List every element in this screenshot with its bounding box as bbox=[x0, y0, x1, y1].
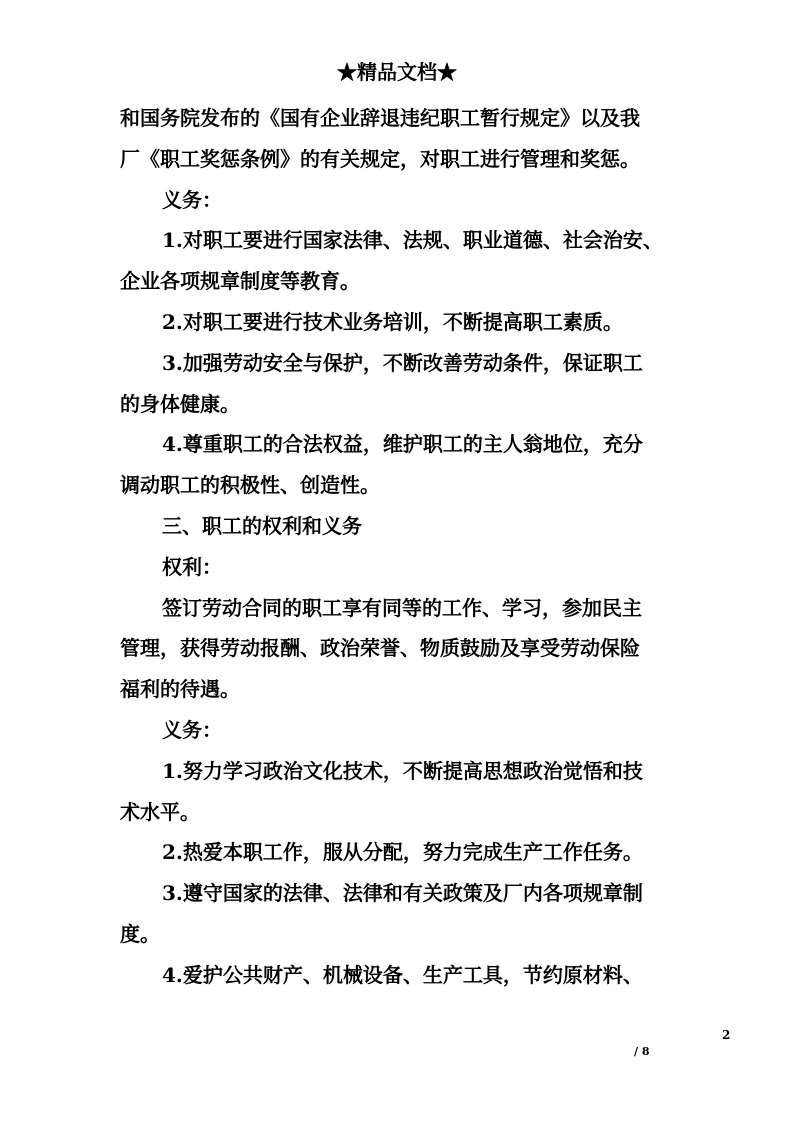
text-line: 的身体健康。 bbox=[120, 391, 240, 416]
text-line: 企业各项规章制度等教育。 bbox=[120, 269, 360, 294]
list-item: 2.热爱本职工作，服从分配，努力完成生产工作任务。 bbox=[162, 840, 643, 865]
section-heading: 义务： bbox=[162, 717, 222, 742]
page-number: 2 bbox=[722, 1028, 731, 1042]
list-item: 3.遵守国家的法律、法律和有关政策及厂内各项规章制 bbox=[162, 881, 643, 906]
text-line: 术水平。 bbox=[120, 799, 200, 824]
list-item: 1.对职工要进行国家法律、法规、职业道德、社会治安、 bbox=[162, 228, 663, 253]
list-item: 2.对职工要进行技术业务培训，不断提高职工素质。 bbox=[162, 309, 623, 334]
page-total: / 8 bbox=[634, 1045, 650, 1058]
text-line: 福利的待遇。 bbox=[120, 677, 240, 702]
paragraph-line: 签订劳动合同的职工享有同等的工作、学习，参加民主 bbox=[162, 595, 642, 620]
list-item: 1.努力学习政治文化技术，不断提高思想政治觉悟和技 bbox=[162, 758, 643, 783]
list-item: 4.尊重职工的合法权益，维护职工的主人翁地位，充分 bbox=[162, 432, 643, 457]
text-line: 管理，获得劳动报酬、政治荣誉、物质鼓励及享受劳动保险 bbox=[120, 636, 640, 661]
page-header-title: ★精品文档★ bbox=[337, 60, 457, 84]
list-item: 4.爱护公共财产、机械设备、生产工具，节约原材料、 bbox=[162, 962, 643, 987]
text-line: 度。 bbox=[120, 921, 160, 946]
section-heading: 权利： bbox=[162, 554, 222, 579]
section-heading: 义务： bbox=[162, 187, 222, 212]
list-item: 3.加强劳动安全与保护，不断改善劳动条件，保证职工 bbox=[162, 350, 643, 375]
text-line: 调动职工的积极性、创造性。 bbox=[120, 473, 380, 498]
document-body bbox=[120, 98, 676, 996]
section-heading: 三、职工的权利和义务 bbox=[162, 513, 362, 538]
text-line: 和国务院发布的《国有企业辞退违纪职工暂行规定》以及我 bbox=[120, 106, 640, 130]
text-line: 厂《职工奖惩条例》的有关规定，对职工进行管理和奖惩。 bbox=[120, 146, 640, 171]
